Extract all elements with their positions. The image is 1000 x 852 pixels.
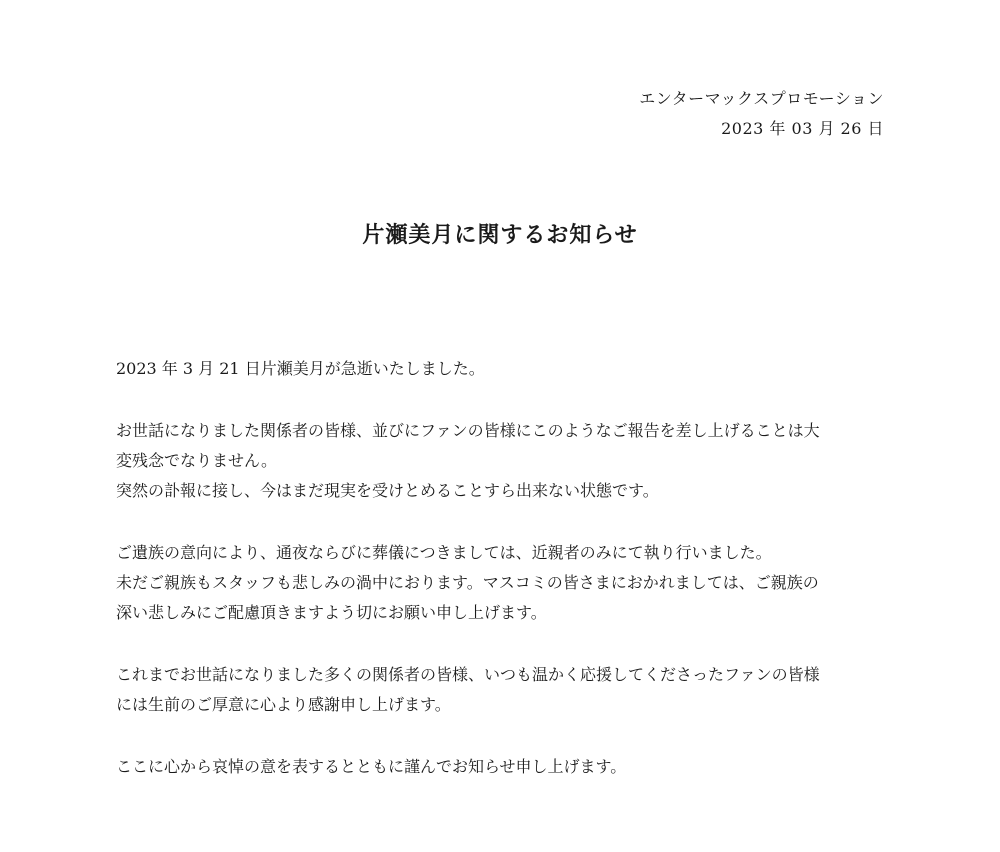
paragraph-funeral: [116, 538, 886, 628]
paragraph-line: 2023 年 3 月 21 日片瀬美月が急逝いたしました。: [116, 359, 485, 378]
paragraph-thanks: [116, 660, 886, 720]
paragraph-line: 突然の訃報に接し、今はまだ現実を受けとめることすら出来ない状態です。: [116, 481, 659, 500]
page-title: 片瀬美月に関するお知らせ: [362, 223, 638, 248]
paragraph-line: ご遺族の意向により、通夜ならびに葬儀につきましては、近親者のみにて執り行いました。: [116, 543, 772, 562]
organization-name: エンターマックスプロモーション: [639, 89, 884, 108]
paragraph-line: 深い悲しみにご配慮頂きますよう切にお願い申し上げます。: [116, 603, 547, 622]
paragraph-line: これまでお世話になりました多くの関係者の皆様、いつも温かく応援してくださったファンの皆様: [116, 665, 820, 684]
paragraph-condolence: [116, 416, 886, 506]
paragraph-line: ここに心から哀悼の意を表するとともに謹んでお知らせ申し上げます。: [116, 757, 627, 776]
paragraph-line: 未だご親族もスタッフも悲しみの渦中におります。マスコミの皆さまにおかれましては、ご親族の: [116, 573, 819, 592]
paragraph-closing: [116, 752, 886, 782]
document-header: [639, 84, 884, 144]
paragraph-line: お世話になりました関係者の皆様、並びにファンの皆様にこのようなご報告を差し上げることは大: [116, 421, 820, 440]
document-body: [116, 354, 886, 814]
document-date: 2023 年 03 月 26 日: [721, 119, 884, 138]
paragraph-line: には生前のご厚意に心より感謝申し上げます。: [116, 695, 451, 714]
paragraph-line: 変残念でなりません。: [116, 451, 277, 470]
paragraph-announcement: [116, 354, 886, 384]
